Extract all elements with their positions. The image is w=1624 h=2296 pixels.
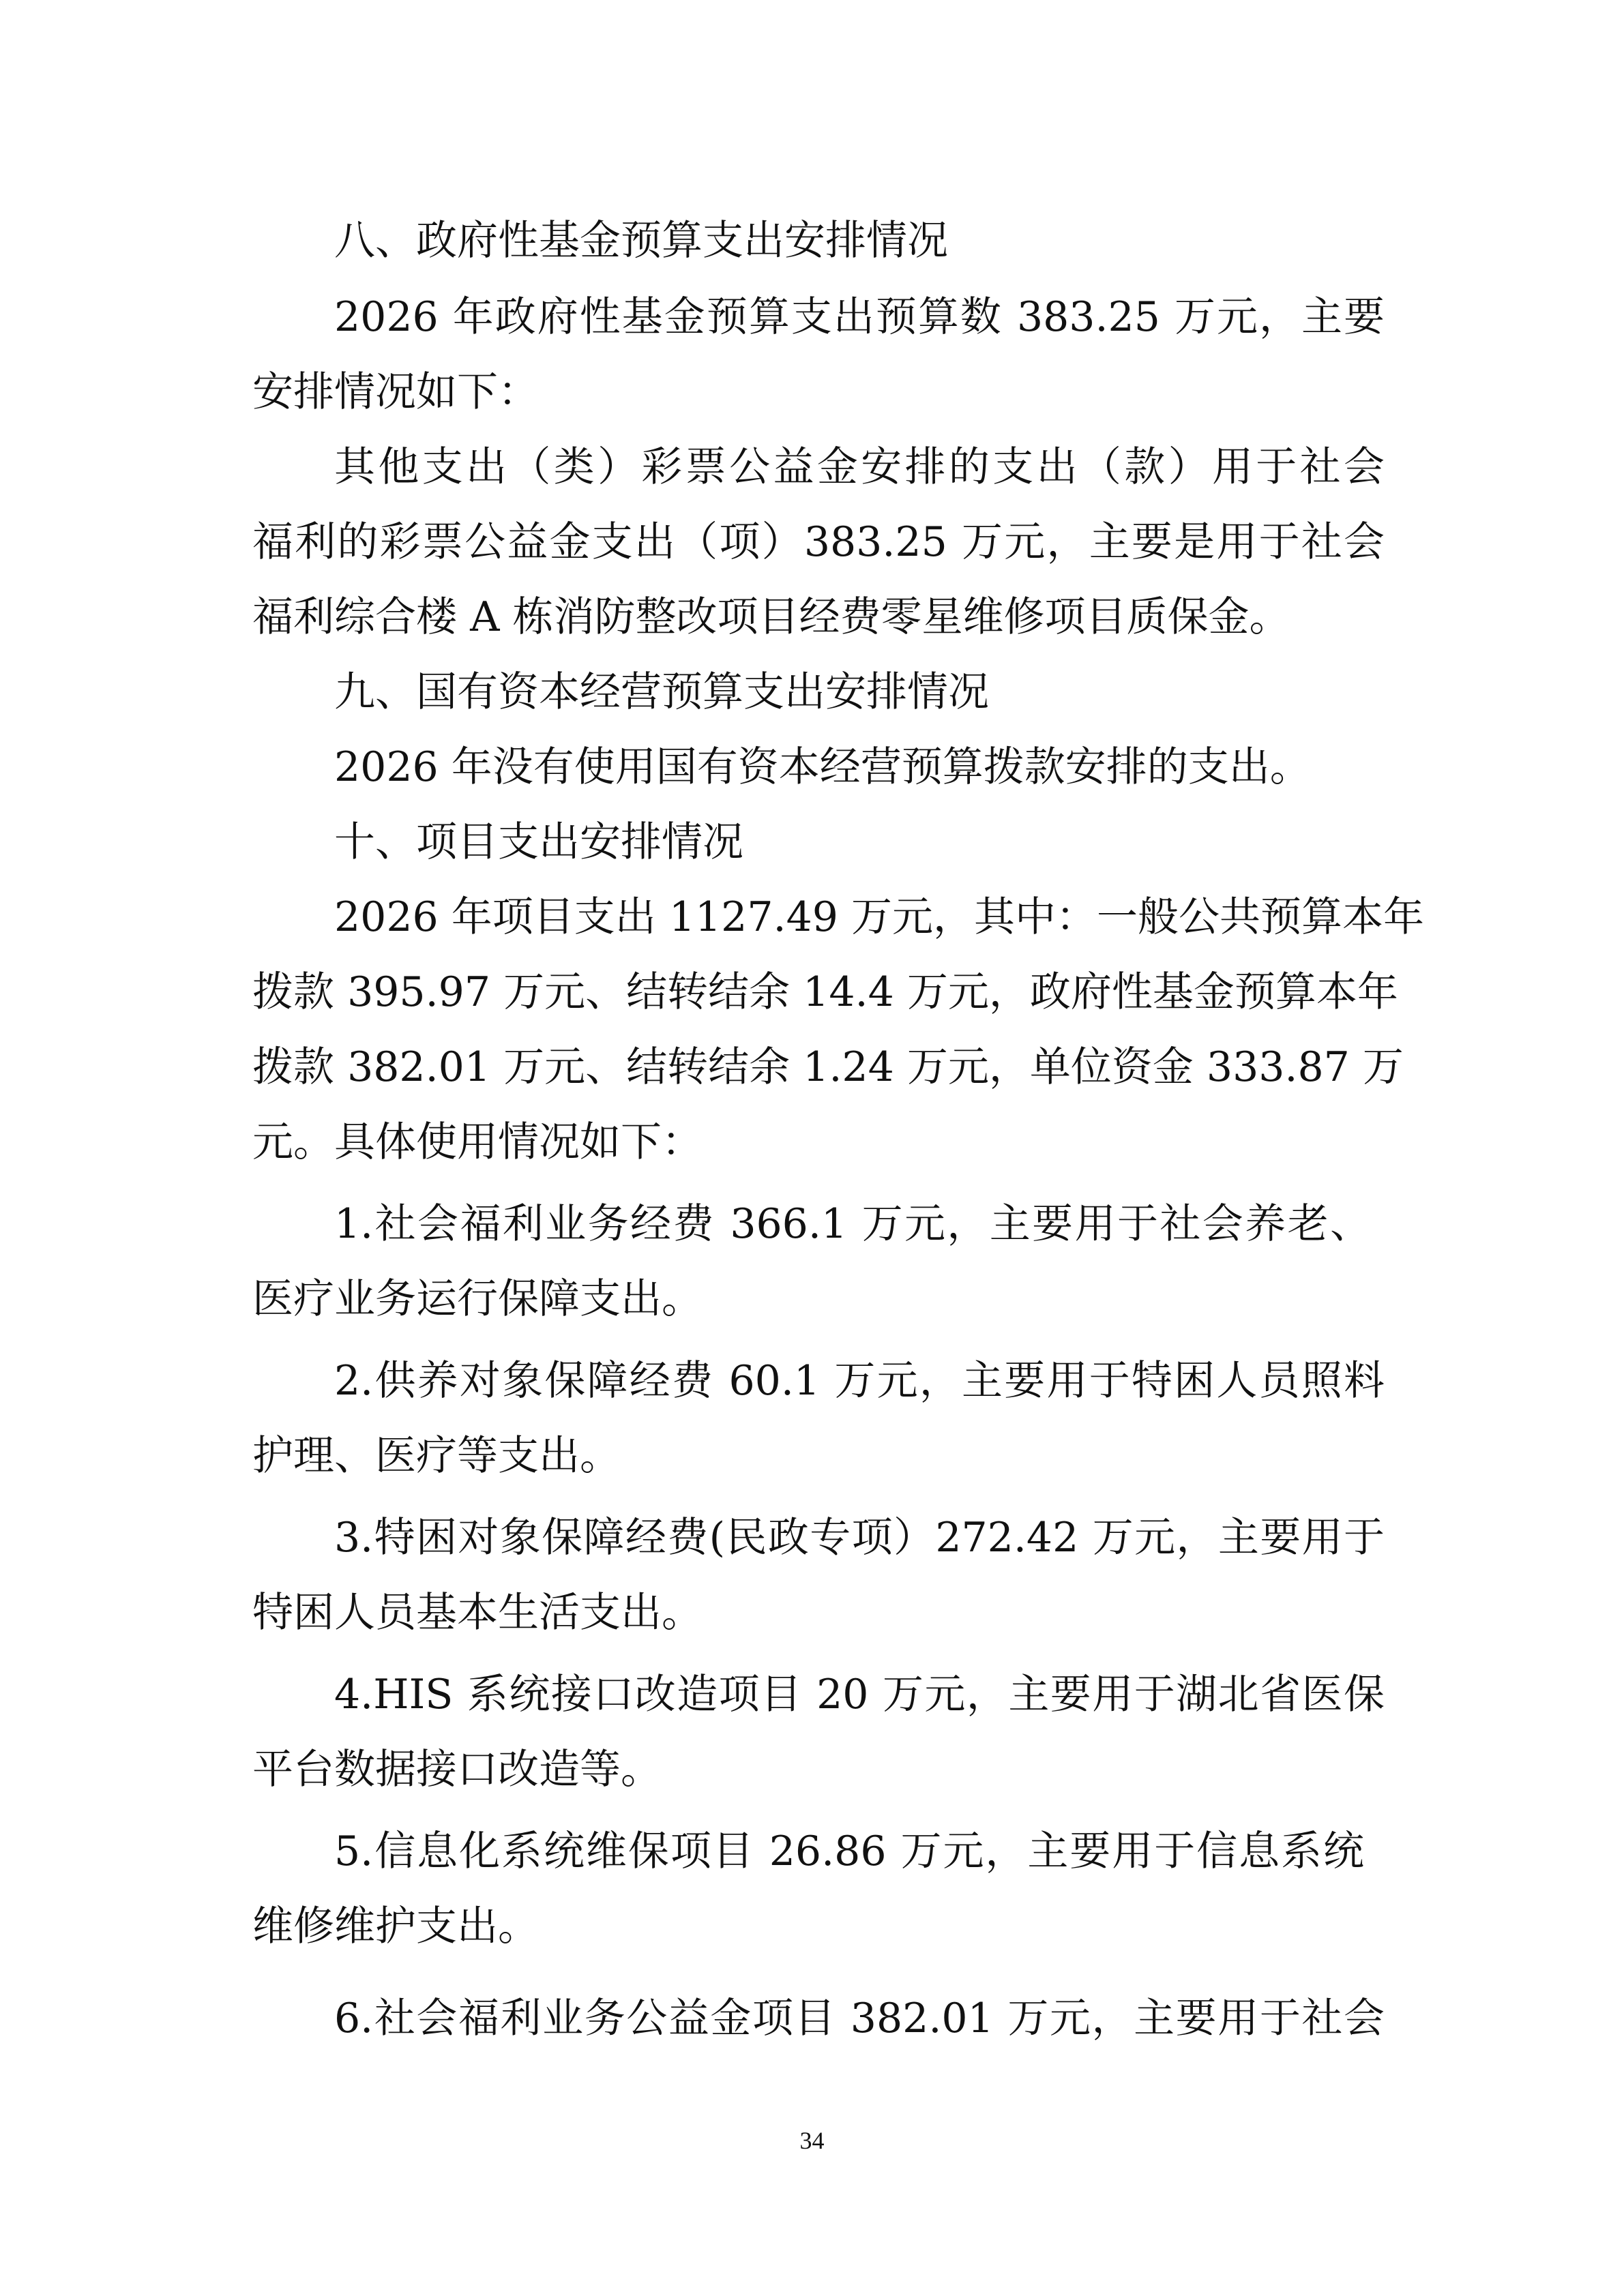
section-heading-9: 九、国有资本经营预算支出安排情况 xyxy=(334,668,989,716)
list-item-continuation: 平台数据接口改造等。 xyxy=(252,1746,662,1793)
paragraph-line: 元。具体使用情况如下： xyxy=(252,1118,703,1166)
list-item: 4.HIS 系统接口改造项目 20 万元，主要用于湖北省医保 xyxy=(334,1671,1385,1718)
paragraph-line: 其他支出（类）彩票公益金安排的支出（款）用于社会 xyxy=(334,443,1385,491)
list-item: 3.特困对象保障经费(民政专项）272.42 万元，主要用于 xyxy=(334,1514,1385,1562)
paragraph-line: 2026 年没有使用国有资本经营预算拨款安排的支出。 xyxy=(334,743,1311,791)
paragraph-line: 2026 年政府性基金预算支出预算数 383.25 万元，主要 xyxy=(334,293,1385,341)
paragraph-line: 拨款 382.01 万元、结转结余 1.24 万元，单位资金 333.87 万 xyxy=(252,1043,1404,1091)
list-item-continuation: 特困人员基本生活支出。 xyxy=(252,1589,703,1637)
paragraph-line: 福利综合楼 A 栋消防整改项目经费零星维修项目质保金。 xyxy=(252,593,1290,641)
section-heading-10: 十、项目支出安排情况 xyxy=(334,818,743,866)
list-item: 5.信息化系统维保项目 26.86 万元，主要用于信息系统 xyxy=(334,1828,1364,1875)
paragraph-line: 拨款 395.97 万元、结转结余 14.4 万元，政府性基金预算本年 xyxy=(252,968,1398,1016)
page-number: 34 xyxy=(799,2127,825,2154)
list-item-continuation: 医疗业务运行保障支出。 xyxy=(252,1275,703,1323)
paragraph-line: 福利的彩票公益金支出（项）383.25 万元，主要是用于社会 xyxy=(252,518,1385,566)
paragraph-line: 安排情况如下： xyxy=(252,368,539,416)
section-heading-8: 八、政府性基金预算支出安排情况 xyxy=(334,217,948,265)
list-item: 6.社会福利业务公益金项目 382.01 万元，主要用于社会 xyxy=(334,1995,1385,2042)
list-item: 1.社会福利业务经费 366.1 万元，主要用于社会养老、 xyxy=(334,1200,1371,1248)
list-item: 2.供养对象保障经费 60.1 万元，主要用于特困人员照料 xyxy=(334,1357,1385,1405)
paragraph-line: 2026 年项目支出 1127.49 万元，其中：一般公共预算本年 xyxy=(334,893,1425,941)
list-item-continuation: 护理、医疗等支出。 xyxy=(252,1432,621,1480)
list-item-continuation: 维修维护支出。 xyxy=(252,1903,539,1950)
